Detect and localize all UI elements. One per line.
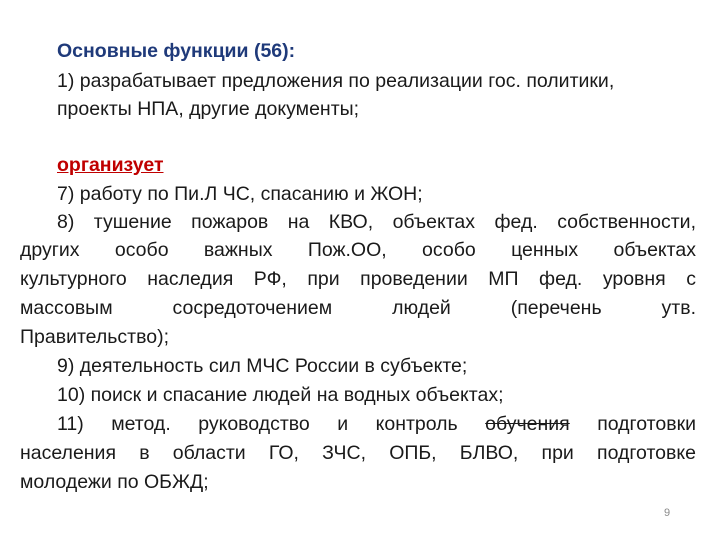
item-10: 10) поиск и спасание людей на водных объектах; bbox=[57, 384, 504, 406]
item-11-line-3: молодежи по ОБЖД; bbox=[20, 471, 209, 493]
item-8-line-2: других особо важных Пож.ОО, особо ценных объектах bbox=[20, 239, 696, 261]
item-9: 9) деятельность сил МЧС России в субъекте; bbox=[57, 355, 468, 377]
slide-title: Основные функции (56): bbox=[57, 40, 296, 62]
item-11-line-2: населения в области ГО, ЗЧС, ОПБ, БЛВО, при подготовке bbox=[20, 442, 696, 464]
item-1-line-1: 1) разрабатывает предложения по реализации гос. политики, bbox=[57, 70, 615, 92]
item-8-line-3: культурного наследия РФ, при проведении МП фед. уровня с bbox=[20, 268, 696, 290]
organize-label: организует bbox=[57, 154, 164, 176]
struck-word: обучения bbox=[485, 413, 570, 435]
item-11-part-2: подготовки bbox=[597, 413, 696, 435]
item-11-line-1 bbox=[57, 411, 696, 438]
page-number: 9 bbox=[664, 507, 671, 519]
item-8-line-5: Правительство); bbox=[20, 326, 169, 348]
item-1-line-2: проекты НПА, другие документы; bbox=[57, 98, 360, 120]
item-7: 7) работу по Пи.Л ЧС, спасанию и ЖОН; bbox=[57, 183, 423, 205]
item-11-part-1: 11) метод. руководство и контроль bbox=[57, 413, 458, 435]
item-8-line-4: массовым сосредоточением людей (перечень утв. bbox=[20, 297, 696, 319]
item-8-line-1: 8) тушение пожаров на КВО, объектах фед. собственности, bbox=[57, 211, 696, 233]
